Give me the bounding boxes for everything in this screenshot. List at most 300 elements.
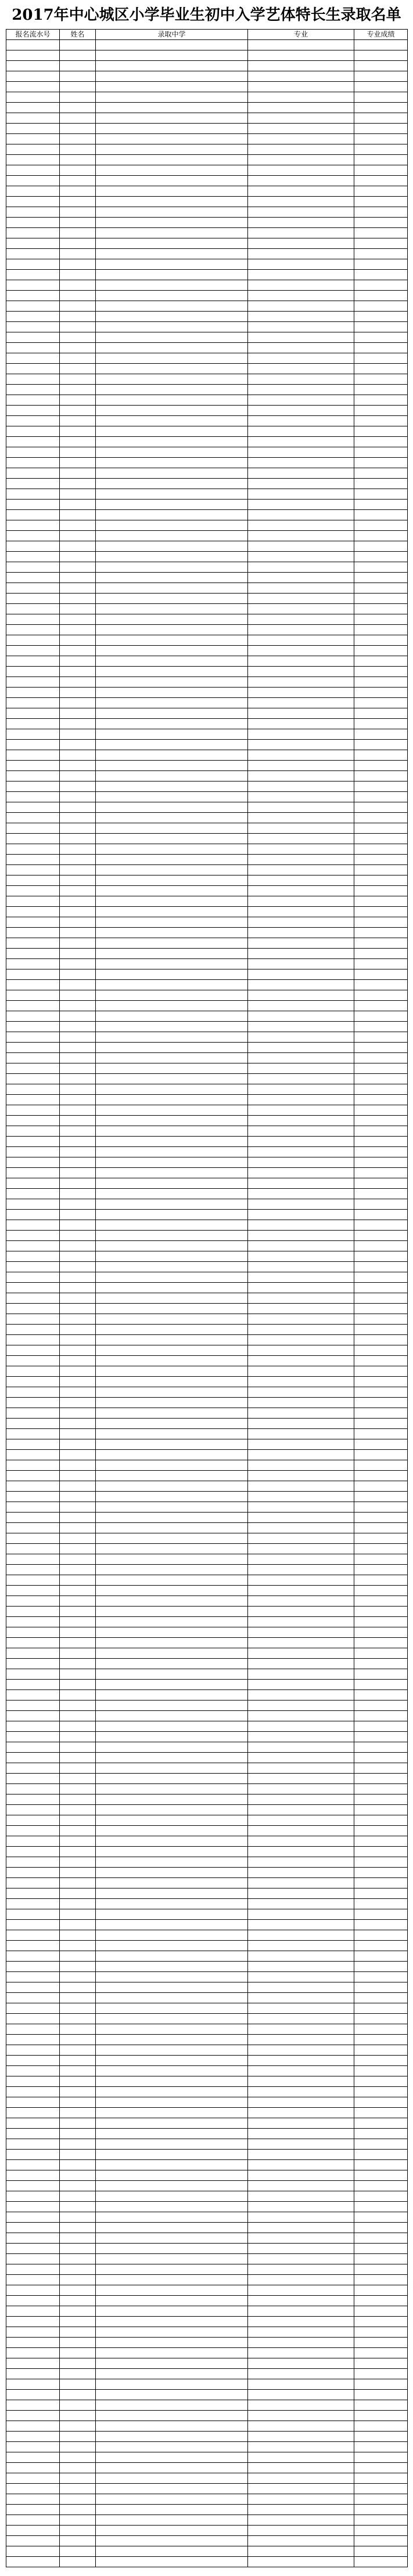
cell-specialty (248, 541, 354, 552)
cell-specialty (248, 1199, 354, 1210)
table-row (6, 2066, 408, 2076)
cell-specialty (248, 207, 354, 218)
table-row (6, 1711, 408, 1721)
cell-admitted-school (96, 761, 248, 771)
table-row (6, 218, 408, 228)
table-row (6, 917, 408, 928)
cell-specialty-score (354, 1899, 408, 1909)
cell-registration-number (6, 113, 60, 124)
cell-registration-number (6, 2139, 60, 2150)
cell-registration-number (6, 1930, 60, 1941)
table-row (6, 312, 408, 322)
cell-specialty-score (354, 2254, 408, 2264)
table-row (6, 447, 408, 458)
cell-specialty-score (354, 1617, 408, 1627)
table-row (6, 2348, 408, 2358)
cell-admitted-school (96, 1920, 248, 1930)
cell-admitted-school (96, 2557, 248, 2567)
cell-specialty-score (354, 1345, 408, 1356)
cell-specialty-score (354, 2097, 408, 2108)
cell-specialty (248, 719, 354, 729)
cell-admitted-school (96, 1429, 248, 1439)
cell-admitted-school (96, 1063, 248, 1074)
cell-specialty-score (354, 165, 408, 176)
table-row (6, 2024, 408, 2035)
cell-specialty-score (354, 155, 408, 165)
cell-admitted-school (96, 364, 248, 374)
cell-specialty (248, 395, 354, 406)
table-row (6, 2264, 408, 2275)
cell-specialty-score (354, 280, 408, 291)
cell-registration-number (6, 479, 60, 489)
cell-specialty (248, 479, 354, 489)
cell-registration-number (6, 1554, 60, 1565)
cell-registration-number (6, 844, 60, 855)
cell-specialty-score (354, 1074, 408, 1084)
cell-admitted-school (96, 218, 248, 228)
cell-specialty-score (354, 458, 408, 468)
cell-specialty (248, 1471, 354, 1481)
cell-name (60, 1826, 96, 1836)
cell-registration-number (6, 1105, 60, 1116)
cell-registration-number (6, 197, 60, 207)
cell-specialty-score (354, 186, 408, 197)
cell-specialty-score (354, 2139, 408, 2150)
cell-name (60, 1982, 96, 1993)
cell-admitted-school (96, 2056, 248, 2066)
cell-registration-number (6, 1241, 60, 1251)
cell-registration-number (6, 312, 60, 322)
cell-name (60, 541, 96, 552)
cell-name (60, 2452, 96, 2463)
cell-specialty (248, 1502, 354, 1513)
cell-specialty-score (354, 1241, 408, 1251)
cell-admitted-school (96, 2223, 248, 2233)
cell-specialty (248, 353, 354, 364)
cell-name (60, 708, 96, 719)
cell-registration-number (6, 2191, 60, 2202)
cell-specialty (248, 573, 354, 583)
cell-admitted-school (96, 855, 248, 865)
cell-name (60, 1972, 96, 1982)
cell-admitted-school (96, 50, 248, 61)
cell-registration-number (6, 2254, 60, 2264)
cell-name (60, 646, 96, 656)
cell-specialty (248, 531, 354, 541)
cell-admitted-school (96, 134, 248, 144)
table-row (6, 2254, 408, 2264)
table-row (6, 1137, 408, 1147)
cell-registration-number (6, 2557, 60, 2567)
cell-name (60, 1116, 96, 1126)
cell-specialty-score (354, 1220, 408, 1231)
table-row (6, 990, 408, 1001)
table-row (6, 1836, 408, 1847)
cell-specialty-score (354, 312, 408, 322)
cell-name (60, 447, 96, 458)
cell-specialty (248, 197, 354, 207)
cell-registration-number (6, 1293, 60, 1304)
cell-specialty (248, 2379, 354, 2390)
cell-admitted-school (96, 186, 248, 197)
cell-specialty (248, 500, 354, 510)
table-row (6, 1669, 408, 1680)
cell-registration-number (6, 2087, 60, 2097)
cell-admitted-school (96, 322, 248, 332)
cell-specialty (248, 1878, 354, 1888)
cell-specialty (248, 1408, 354, 1419)
table-row (6, 2003, 408, 2014)
cell-name (60, 635, 96, 646)
cell-specialty-score (354, 823, 408, 834)
cell-specialty-score (354, 698, 408, 708)
cell-specialty (248, 61, 354, 71)
cell-registration-number (6, 2170, 60, 2181)
cell-registration-number (6, 2264, 60, 2275)
table-row (6, 792, 408, 802)
cell-admitted-school (96, 1575, 248, 1586)
cell-name (60, 1899, 96, 1909)
cell-name (60, 1753, 96, 1763)
cell-specialty-score (354, 1262, 408, 1272)
cell-name (60, 1617, 96, 1627)
cell-registration-number (6, 1460, 60, 1471)
cell-admitted-school (96, 1074, 248, 1084)
table-row (6, 1982, 408, 1993)
cell-specialty (248, 1126, 354, 1137)
cell-specialty-score (354, 2275, 408, 2285)
cell-admitted-school (96, 875, 248, 886)
table-row (6, 82, 408, 92)
cell-specialty-score (354, 1022, 408, 1032)
cell-specialty (248, 2191, 354, 2202)
cell-specialty (248, 656, 354, 667)
cell-registration-number (6, 2390, 60, 2400)
cell-specialty-score (354, 2463, 408, 2473)
cell-name (60, 2024, 96, 2035)
cell-registration-number (6, 2097, 60, 2108)
cell-registration-number (6, 614, 60, 625)
cell-specialty (248, 2505, 354, 2515)
cell-registration-number (6, 2421, 60, 2432)
cell-name (60, 1836, 96, 1847)
cell-name (60, 1596, 96, 1607)
cell-name (60, 2505, 96, 2515)
cell-admitted-school (96, 1962, 248, 1972)
cell-registration-number (6, 1137, 60, 1147)
cell-name (60, 656, 96, 667)
cell-admitted-school (96, 1586, 248, 1596)
cell-admitted-school (96, 270, 248, 280)
cell-admitted-school (96, 520, 248, 531)
cell-registration-number (6, 834, 60, 844)
cell-admitted-school (96, 1701, 248, 1711)
header-registration-number: 报名流水号 (6, 30, 60, 40)
cell-registration-number (6, 1878, 60, 1888)
cell-specialty-score (354, 2411, 408, 2421)
cell-specialty-score (354, 2191, 408, 2202)
cell-specialty-score (354, 2056, 408, 2066)
cell-specialty (248, 1972, 354, 1982)
cell-specialty (248, 1356, 354, 1366)
cell-registration-number (6, 646, 60, 656)
cell-registration-number (6, 2035, 60, 2045)
cell-specialty (248, 2432, 354, 2442)
table-row (6, 1481, 408, 1492)
cell-name (60, 1920, 96, 1930)
cell-registration-number (6, 2076, 60, 2087)
cell-registration-number (6, 1356, 60, 1366)
cell-name (60, 1492, 96, 1502)
cell-admitted-school (96, 1450, 248, 1460)
cell-specialty (248, 604, 354, 614)
cell-specialty-score (354, 1398, 408, 1408)
cell-name (60, 2557, 96, 2567)
cell-registration-number (6, 1815, 60, 1826)
cell-name (60, 238, 96, 249)
cell-registration-number (6, 207, 60, 218)
cell-specialty (248, 1554, 354, 1565)
cell-registration-number (6, 865, 60, 875)
table-row (6, 2442, 408, 2452)
table-row (6, 1575, 408, 1586)
cell-name (60, 1011, 96, 1022)
table-row (6, 61, 408, 71)
table-row (6, 1586, 408, 1596)
cell-admitted-school (96, 2076, 248, 2087)
cell-admitted-school (96, 1168, 248, 1178)
cell-specialty-score (354, 2035, 408, 2045)
cell-registration-number (6, 2432, 60, 2442)
cell-registration-number (6, 2003, 60, 2014)
cell-name (60, 740, 96, 750)
cell-specialty-score (354, 1982, 408, 1993)
cell-admitted-school (96, 332, 248, 343)
cell-admitted-school (96, 40, 248, 50)
cell-admitted-school (96, 2369, 248, 2379)
cell-admitted-school (96, 2212, 248, 2223)
cell-specialty-score (354, 1586, 408, 1596)
cell-registration-number (6, 176, 60, 186)
table-row (6, 520, 408, 531)
cell-name (60, 886, 96, 896)
cell-admitted-school (96, 959, 248, 969)
cell-name (60, 1189, 96, 1199)
table-row (6, 2390, 408, 2400)
cell-name (60, 2515, 96, 2526)
table-row (6, 1596, 408, 1607)
cell-registration-number (6, 1325, 60, 1335)
cell-admitted-school (96, 416, 248, 426)
cell-admitted-school (96, 886, 248, 896)
cell-specialty-score (354, 218, 408, 228)
cell-registration-number (6, 823, 60, 834)
cell-specialty-score (354, 1419, 408, 1429)
table-row (6, 1189, 408, 1199)
cell-registration-number (6, 291, 60, 301)
cell-admitted-school (96, 1043, 248, 1053)
cell-specialty-score (354, 71, 408, 82)
cell-registration-number (6, 1283, 60, 1293)
cell-name (60, 2484, 96, 2494)
cell-specialty (248, 218, 354, 228)
cell-specialty (248, 2129, 354, 2139)
cell-name (60, 520, 96, 531)
table-row (6, 2097, 408, 2108)
cell-specialty (248, 520, 354, 531)
cell-admitted-school (96, 2275, 248, 2285)
cell-specialty (248, 1847, 354, 1857)
cell-specialty (248, 1951, 354, 1962)
cell-specialty (248, 1930, 354, 1941)
cell-admitted-school (96, 865, 248, 875)
table-row (6, 165, 408, 176)
cell-name (60, 1554, 96, 1565)
table-row (6, 1126, 408, 1137)
cell-name (60, 1784, 96, 1794)
cell-specialty-score (354, 364, 408, 374)
cell-specialty-score (354, 2296, 408, 2306)
table-row (6, 500, 408, 510)
table-row (6, 541, 408, 552)
cell-specialty-score (354, 416, 408, 426)
cell-specialty-score (354, 552, 408, 562)
cell-registration-number (6, 2275, 60, 2285)
cell-specialty-score (354, 782, 408, 792)
cell-admitted-school (96, 1377, 248, 1387)
cell-registration-number (6, 520, 60, 531)
cell-admitted-school (96, 1951, 248, 1962)
cell-registration-number (6, 186, 60, 197)
cell-registration-number (6, 1251, 60, 1262)
cell-name (60, 1137, 96, 1147)
cell-specialty (248, 1774, 354, 1784)
cell-specialty-score (354, 144, 408, 155)
table-row (6, 1680, 408, 1690)
cell-registration-number (6, 949, 60, 959)
cell-admitted-school (96, 1732, 248, 1742)
cell-name (60, 1941, 96, 1951)
cell-specialty-score (354, 1847, 408, 1857)
cell-specialty (248, 2421, 354, 2432)
cell-registration-number (6, 374, 60, 385)
cell-name (60, 2160, 96, 2170)
cell-specialty (248, 1805, 354, 1815)
cell-specialty-score (354, 1063, 408, 1074)
cell-admitted-school (96, 1398, 248, 1408)
cell-specialty-score (354, 541, 408, 552)
cell-name (60, 1502, 96, 1513)
cell-name (60, 1774, 96, 1784)
cell-name (60, 113, 96, 124)
cell-specialty (248, 1763, 354, 1774)
cell-specialty (248, 2024, 354, 2035)
cell-admitted-school (96, 1460, 248, 1471)
cell-specialty-score (354, 479, 408, 489)
cell-admitted-school (96, 594, 248, 604)
cell-specialty (248, 2411, 354, 2421)
cell-specialty-score (354, 614, 408, 625)
table-row (6, 2181, 408, 2191)
cell-name (60, 1147, 96, 1157)
cell-name (60, 688, 96, 698)
cell-specialty (248, 729, 354, 740)
cell-registration-number (6, 1074, 60, 1084)
cell-name (60, 124, 96, 134)
cell-admitted-school (96, 124, 248, 134)
cell-specialty (248, 1022, 354, 1032)
cell-name (60, 322, 96, 332)
table-row (6, 2327, 408, 2338)
cell-specialty-score (354, 103, 408, 113)
cell-admitted-school (96, 719, 248, 729)
cell-admitted-school (96, 771, 248, 782)
cell-registration-number (6, 959, 60, 969)
cell-admitted-school (96, 698, 248, 708)
cell-registration-number (6, 50, 60, 61)
cell-name (60, 71, 96, 82)
cell-registration-number (6, 782, 60, 792)
cell-registration-number (6, 1011, 60, 1022)
cell-admitted-school (96, 1210, 248, 1220)
table-row (6, 844, 408, 855)
cell-name (60, 1210, 96, 1220)
table-row (6, 573, 408, 583)
cell-admitted-school (96, 1147, 248, 1157)
cell-registration-number (6, 2150, 60, 2160)
cell-registration-number (6, 625, 60, 635)
cell-specialty-score (354, 855, 408, 865)
cell-specialty (248, 1450, 354, 1460)
cell-admitted-school (96, 2170, 248, 2181)
cell-name (60, 343, 96, 353)
cell-specialty-score (354, 2494, 408, 2505)
cell-specialty-score (354, 1794, 408, 1805)
cell-registration-number (6, 2494, 60, 2505)
cell-registration-number (6, 938, 60, 949)
cell-specialty-score (354, 573, 408, 583)
cell-name (60, 1032, 96, 1043)
cell-admitted-school (96, 1314, 248, 1325)
cell-name (60, 1450, 96, 1460)
cell-admitted-school (96, 2285, 248, 2296)
cell-name (60, 144, 96, 155)
cell-registration-number (6, 1001, 60, 1011)
cell-name (60, 50, 96, 61)
cell-specialty-score (354, 886, 408, 896)
cell-specialty-score (354, 761, 408, 771)
cell-name (60, 907, 96, 917)
cell-registration-number (6, 688, 60, 698)
cell-name (60, 865, 96, 875)
table-row (6, 2369, 408, 2379)
table-row (6, 2317, 408, 2327)
table-row (6, 2045, 408, 2056)
cell-specialty (248, 875, 354, 886)
cell-specialty (248, 2212, 354, 2223)
table-row (6, 1763, 408, 1774)
cell-registration-number (6, 708, 60, 719)
cell-specialty-score (354, 2118, 408, 2129)
cell-specialty (248, 2536, 354, 2546)
table-row (6, 1784, 408, 1794)
cell-specialty (248, 489, 354, 500)
cell-name (60, 176, 96, 186)
cell-admitted-school (96, 2338, 248, 2348)
cell-admitted-school (96, 2233, 248, 2244)
cell-specialty (248, 792, 354, 802)
cell-specialty (248, 1231, 354, 1241)
